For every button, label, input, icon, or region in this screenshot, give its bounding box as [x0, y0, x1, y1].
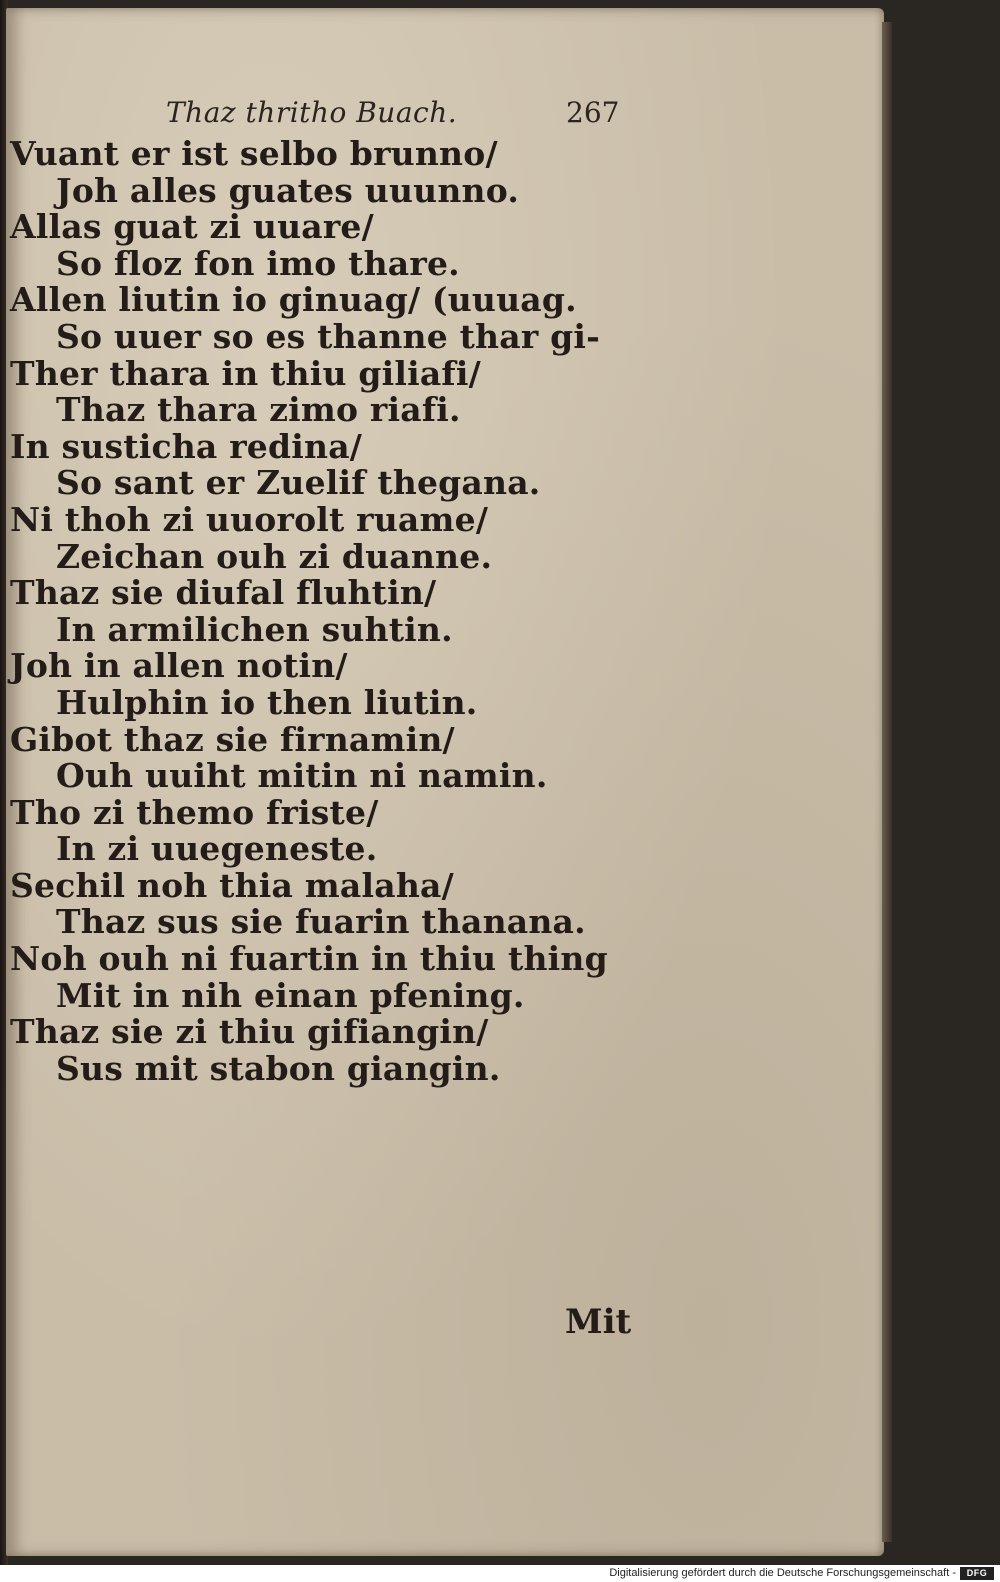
verse-line: Joh alles guates uuunno.: [56, 170, 520, 210]
running-head: Thaz thritho Buach.: [166, 96, 458, 129]
verse-line: So floz fon imo thare.: [56, 243, 460, 283]
verse-line: Thaz sie zi thiu gifiangin/: [10, 1012, 489, 1052]
page-fore-edge: [882, 22, 892, 1542]
verse-line: Mit in nih einan pfening.: [56, 975, 525, 1015]
funding-credit: Digitalisierung gefördert durch die Deutsche Forschungsgemeinschaft -: [609, 1567, 956, 1579]
verse-line: Vuant er ist selbo brunno/: [10, 134, 498, 173]
verse-line: Noh ouh ni fuartin in thiu thing: [10, 939, 608, 979]
verse-line: Allas guat zi uuare/: [10, 207, 374, 247]
verse-line: Zeichan ouh zi duanne.: [56, 536, 493, 576]
verse-line: Allen liutin io ginuag/ (uuuag.: [10, 280, 577, 320]
verse-line: Ther thara in thiu giliafi/: [10, 353, 481, 393]
verse-line: Sechil noh thia malaha/: [10, 865, 454, 905]
verse-line: In armilichen suhtin.: [56, 609, 453, 649]
verse-line: Ni thoh zi uuorolt ruame/: [10, 499, 489, 539]
verse-line: Thaz thara zimo riafi.: [56, 390, 461, 430]
page-number: 267: [566, 96, 620, 129]
verse-line: Sus mit stabon giangin.: [56, 1048, 501, 1088]
verse-line: Joh in allen notin/: [10, 646, 348, 686]
verse-line: Thaz sie diufal fluhtin/: [10, 573, 437, 613]
verse-line: In zi uuegeneste.: [56, 829, 378, 869]
verse-line: Hulphin io then liutin.: [56, 682, 478, 722]
verse-line: Ouh uuiht mitin ni namin.: [56, 756, 548, 796]
catchword: Mit: [565, 1302, 632, 1342]
page-header: [166, 96, 636, 136]
verse-line: Gibot thaz sie firnamin/: [10, 719, 455, 759]
verse-line: So sant er Zuelif thegana.: [56, 463, 541, 503]
verse-line: In susticha redina/: [10, 426, 363, 466]
dfg-logo: DFG: [960, 1567, 994, 1580]
verse-line: So uuer so es thanne thar gi-: [56, 316, 601, 356]
verse-line: Tho zi themo friste/: [10, 792, 379, 832]
verse-text: [10, 136, 660, 1087]
verse-line: Thaz sus sie fuarin thanana.: [56, 902, 586, 942]
